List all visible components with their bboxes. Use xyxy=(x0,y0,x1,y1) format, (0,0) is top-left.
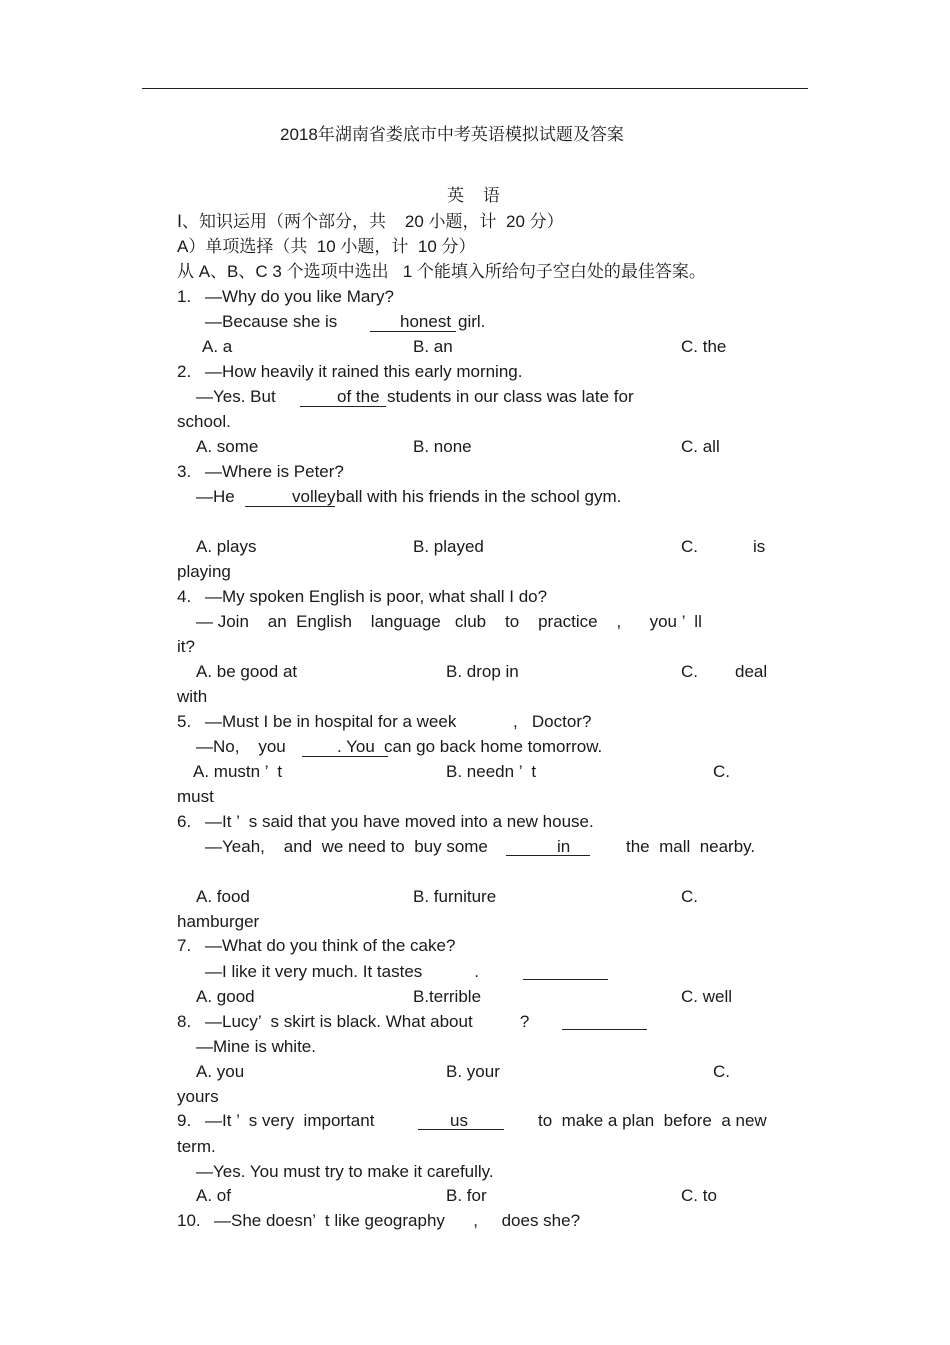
question-number: 3. xyxy=(177,462,192,481)
option-a: A. food xyxy=(196,887,250,906)
question-number: 10. xyxy=(177,1211,201,1230)
option-b: B.terrible xyxy=(413,987,482,1006)
option-c-wrap: playing xyxy=(177,562,231,581)
option-c: C. all xyxy=(681,437,720,456)
option-b: B. needn ’ t xyxy=(446,762,537,781)
blank-underline xyxy=(245,506,335,507)
answer-line: —I like it very much. It tastes . xyxy=(205,962,479,981)
blank-underline xyxy=(418,1129,504,1130)
option-c-wrap: yours xyxy=(177,1087,219,1106)
answer-line-end: ball with his friends in the school gym. xyxy=(336,487,622,506)
option-c-wrap: must xyxy=(177,787,214,806)
question-number: 8. xyxy=(177,1012,192,1031)
option-c: C. xyxy=(713,1062,730,1081)
option-c: C. the xyxy=(681,337,727,356)
blank-answer: of the xyxy=(337,387,380,406)
blank-underline xyxy=(506,855,590,856)
option-c: C. xyxy=(681,662,698,681)
question-number: 9. xyxy=(177,1111,192,1130)
question-number: 5. xyxy=(177,712,192,731)
answer-line: —Yeah, and we need to buy some xyxy=(205,837,488,856)
option-c: C. xyxy=(681,537,698,556)
blank-underline xyxy=(300,406,386,407)
option-c: C. xyxy=(713,762,730,781)
blank-underline xyxy=(523,979,608,980)
option-b: B. none xyxy=(413,437,472,456)
option-b: B. for xyxy=(446,1186,487,1205)
blank-answer: in xyxy=(557,837,571,856)
subject-heading: 英 语 xyxy=(447,186,500,205)
option-b: B. your xyxy=(446,1062,500,1081)
answer-line: —Because she is xyxy=(205,312,338,331)
question-line: —It ’ s very important xyxy=(205,1111,375,1130)
answer-line: —He xyxy=(196,487,235,506)
question-line-end: to make a plan before a new xyxy=(538,1111,767,1130)
question-line: —It ’ s said that you have moved into a new house. xyxy=(205,812,594,831)
option-c-text: deal xyxy=(735,662,768,681)
instruction-text: 从 A、B、C 3 个选项中选出 1 个能填入所给句子空白处的最佳答案。 xyxy=(177,262,706,281)
option-c-wrap: hamburger xyxy=(177,912,260,931)
blank-answer: volley xyxy=(292,487,336,506)
question-line: —Lucy’ s skirt is black. What about ? xyxy=(205,1012,530,1031)
question-line: —My spoken English is poor, what shall I do? xyxy=(205,587,548,606)
section-heading: Ⅰ、知识运用（两个部分，共 20 小题，计 20 分） xyxy=(177,212,564,231)
answer-line: —Yes. But xyxy=(196,387,276,406)
option-b: B. played xyxy=(413,537,484,556)
option-a: A. of xyxy=(196,1186,231,1205)
blank-answer: . You xyxy=(337,737,375,756)
option-a: A. plays xyxy=(196,537,257,556)
question-number: 1. xyxy=(177,287,192,306)
option-b: B. furniture xyxy=(413,887,497,906)
question-line: —She doesn’ t like geography , does she? xyxy=(214,1211,581,1230)
option-a: A. mustn ’ t xyxy=(193,762,283,781)
option-c: C. xyxy=(681,887,698,906)
blank-underline xyxy=(370,331,456,332)
option-b: B. drop in xyxy=(446,662,519,681)
question-line: —What do you think of the cake? xyxy=(205,936,456,955)
option-a: A. you xyxy=(196,1062,245,1081)
option-b: B. an xyxy=(413,337,453,356)
document-title: 2018年湖南省娄底市中考英语模拟试题及答案 xyxy=(280,125,624,144)
option-a: A. be good at xyxy=(196,662,298,681)
option-a: A. some xyxy=(196,437,259,456)
blank-underline xyxy=(302,756,388,757)
option-c-text: is xyxy=(753,537,766,556)
option-c: C. to xyxy=(681,1186,717,1205)
question-line: —Why do you like Mary? xyxy=(205,287,394,306)
blank-answer: us xyxy=(450,1111,468,1130)
answer-line: —No, you xyxy=(196,737,286,756)
header-rule xyxy=(142,88,808,89)
option-a: A. a xyxy=(202,337,233,356)
answer-line: —Mine is white. xyxy=(196,1037,316,1056)
question-line: —Must I be in hospital for a week , Doctor? xyxy=(205,712,592,731)
option-c-wrap: with xyxy=(177,687,208,706)
option-a: A. good xyxy=(196,987,255,1006)
blank-underline xyxy=(562,1029,647,1030)
part-heading: A）单项选择（共 10 小题，计 10 分） xyxy=(177,237,476,256)
question-line-wrap: term. xyxy=(177,1137,216,1156)
answer-line-end: can go back home tomorrow. xyxy=(384,737,603,756)
answer-line-end: students in our class was late for xyxy=(387,387,634,406)
answer-line-wrap: school. xyxy=(177,412,231,431)
answer-line: — Join an English language club to practice , you ’ ll xyxy=(196,612,702,631)
blank-answer: honest xyxy=(400,312,452,331)
question-number: 7. xyxy=(177,936,192,955)
question-line: —How heavily it rained this early morning. xyxy=(205,362,523,381)
option-c: C. well xyxy=(681,987,733,1006)
answer-line: —Yes. You must try to make it carefully. xyxy=(196,1162,494,1181)
question-number: 2. xyxy=(177,362,192,381)
answer-line-end: girl. xyxy=(458,312,486,331)
answer-line-wrap: it? xyxy=(177,637,195,656)
question-number: 4. xyxy=(177,587,192,606)
question-number: 6. xyxy=(177,812,192,831)
question-line: —Where is Peter? xyxy=(205,462,344,481)
answer-line-end: the mall nearby. xyxy=(626,837,756,856)
